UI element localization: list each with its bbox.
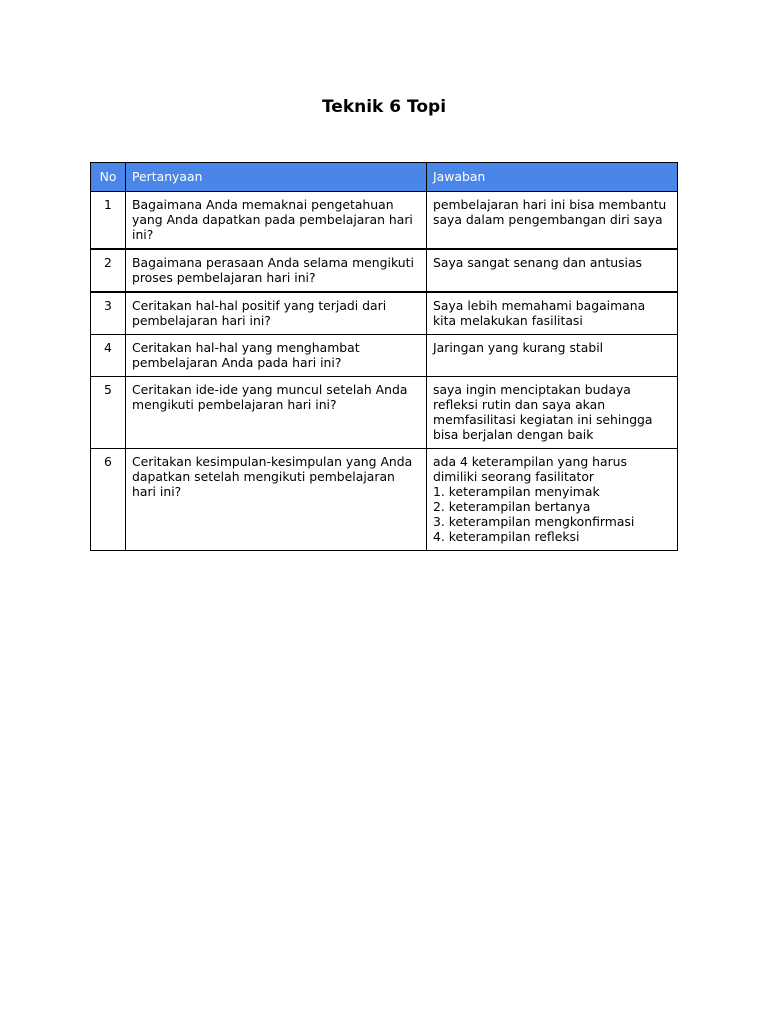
answer-line: ada 4 keterampilan yang harus dimiliki seorang fasilitator (433, 454, 627, 484)
page-title: Teknik 6 Topi (321, 97, 447, 117)
answer-cell (427, 192, 678, 250)
row-number: 5 (91, 377, 126, 449)
table-row (91, 449, 678, 551)
answer-line: Jaringan yang kurang stabil (433, 340, 604, 355)
question-cell: Ceritakan hal-hal positif yang terjadi dari pembelajaran hari ini? (126, 292, 427, 335)
answer-line: Saya sangat senang dan antusias (433, 255, 643, 270)
table-row (91, 249, 678, 292)
question-cell: Ceritakan hal-hal yang menghambat pembelajaran Anda pada hari ini? (126, 335, 427, 377)
row-number: 3 (91, 292, 126, 335)
header-question: Pertanyaan (126, 163, 427, 192)
table-row (91, 192, 678, 250)
question-cell: Ceritakan kesimpulan-kesimpulan yang Anda dapatkan setelah mengikuti pembelajaran hari ini? (126, 449, 427, 551)
answer-list-item: 3. keterampilan mengkonfirmasi (433, 514, 635, 529)
row-number: 2 (91, 249, 126, 292)
header-no: No (91, 163, 126, 192)
header-answer: Jawaban (427, 163, 678, 192)
answer-cell (427, 249, 678, 292)
answer-line: pembelajaran hari ini bisa membantu saya dalam pengembangan diri saya (433, 197, 667, 227)
answer-line: Saya lebih memahami bagaimana kita melakukan fasilitasi (433, 298, 646, 328)
table-row (91, 377, 678, 449)
reflection-table (90, 162, 678, 551)
table-header-row (91, 163, 678, 192)
row-number: 6 (91, 449, 126, 551)
row-number: 1 (91, 192, 126, 250)
row-number: 4 (91, 335, 126, 377)
answer-list-item: 4. keterampilan refleksi (433, 529, 580, 544)
answer-cell (427, 335, 678, 377)
table-row (91, 335, 678, 377)
table-row (91, 292, 678, 335)
answer-cell (427, 377, 678, 449)
answer-line: saya ingin menciptakan budaya refleksi rutin dan saya akan memfasilitasi kegiatan ini sehingga bisa berjalan dengan baik (433, 382, 653, 442)
question-cell: Ceritakan ide-ide yang muncul setelah Anda mengikuti pembelajaran hari ini? (126, 377, 427, 449)
answer-cell (427, 449, 678, 551)
answer-list-item: 1. keterampilan menyimak (433, 484, 600, 499)
question-cell: Bagaimana Anda memaknai pengetahuan yang Anda dapatkan pada pembelajaran hari ini? (126, 192, 427, 250)
question-cell: Bagaimana perasaan Anda selama mengikuti proses pembelajaran hari ini? (126, 249, 427, 292)
answer-list-item: 2. keterampilan bertanya (433, 499, 591, 514)
answer-cell (427, 292, 678, 335)
